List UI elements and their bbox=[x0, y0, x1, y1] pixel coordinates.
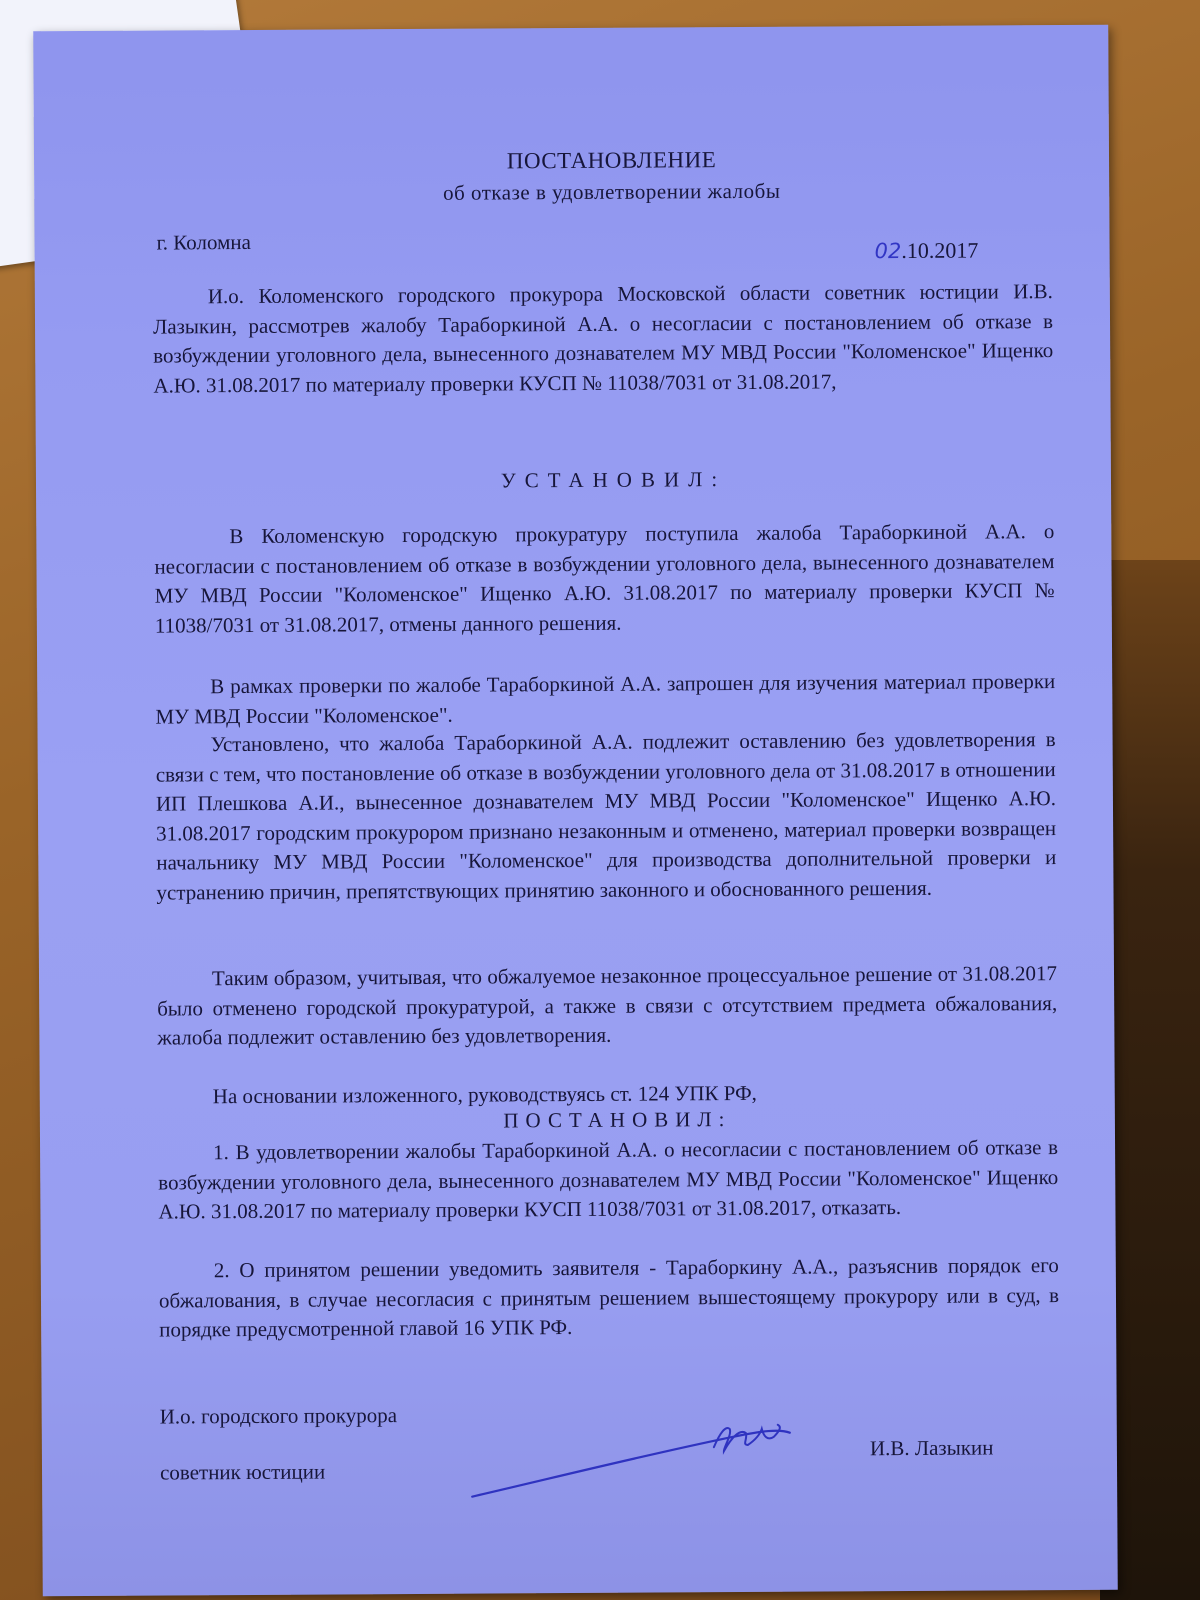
paragraph: Таким образом, учитывая, что обжалуемое незаконное процессуальное решение от 31.08.2017 было отменено городской прокуратурой, а также в связи с отсутствием предмета обжалования, жалоба подлежит оставлению без удовлетворения. bbox=[157, 961, 1058, 1050]
paragraph: В рамках проверки по жалобе Тараборкиной А.А. запрошен для изучения материал проверки МУ МВД России "Коломенское". bbox=[155, 669, 1056, 729]
resolution-item: 2. О принятом решении уведомить заявителя - Тараборкину А.А., разъяснив порядок его обжалования, в случае несогласия с принятым решением вышестоящему прокурору или в суд, в порядке предусмотренной главой 16 УПК РФ. bbox=[158, 1253, 1060, 1342]
document-page bbox=[33, 25, 1118, 1597]
date-handwritten-day: 02 bbox=[874, 238, 902, 264]
document-city: г. Коломна bbox=[156, 229, 251, 255]
signatory-position: И.о. городского прокурора bbox=[159, 1403, 398, 1429]
paragraph: Установлено, что жалоба Тараборкиной А.А. подлежит оставлению без удовлетворения в связи с тем, что постановление об отказе в возбуждении уголовного дела от 31.08.2017 в отношении ИП Плешкова А.И., вынесенное дознавателем МУ МВД России "Коломенское" Ищенко А.Ю. 31.08.2017 городским прокурором признано незаконным и отменено, материал проверки возвращен начальнику МУ МВД России "Коломенское" для производства дополнительной проверки и устранению причин, препятствующих принятию законного и обоснованного решения. bbox=[155, 727, 1057, 905]
document-subtitle: об отказе в удовлетворении жалобы bbox=[442, 178, 781, 205]
signatory-rank: советник юстиции bbox=[159, 1459, 326, 1485]
heading-resolved: ПОСТАНОВИЛ: bbox=[503, 1107, 732, 1133]
paragraph-legal-basis: На основании изложенного, руководствуясь ст. 124 УПК РФ, bbox=[212, 1080, 757, 1109]
document-title: ПОСТАНОВЛЕНИЕ bbox=[506, 147, 717, 174]
handwritten-signature bbox=[462, 1407, 823, 1509]
heading-established: УСТАНОВИЛ: bbox=[500, 467, 727, 493]
signatory-name: И.В. Лазыкин bbox=[869, 1435, 994, 1461]
date-printed: .10.2017 bbox=[901, 237, 979, 263]
paragraph: В Коломенскую городскую прокуратуру поступила жалоба Тараборкиной А.А. о несогласии с постановлением об отказе в возбуждении уголовного дела, вынесенного дознавателем МУ МВД России "Коломенское" Ищенко А.Ю. 31.08.2017 по материалу проверки КУСП № 11038/7031 от 31.08.2017, отмены данного решения. bbox=[154, 519, 1055, 638]
intro-paragraph: И.о. Коломенского городского прокурора Московской области советник юстиции И.В. Лазыкин, рассмотрев жалобу Тараборкиной А.А. о несогласии с постановлением об отказе в возбуждении уголовного дела, вынесенного дознавателем МУ МВД России "Коломенское" Ищенко А.Ю. 31.08.2017 по материалу проверки КУСП № 11038/7031 от 31.08.2017, bbox=[152, 279, 1054, 398]
document-date bbox=[875, 238, 979, 265]
resolution-item: 1. В удовлетворении жалобы Тараборкиной А.А. о несогласии с постановлением об отказе в возбуждении уголовного дела, вынесенного дознавателем МУ МВД России "Коломенское" Ищенко А.Ю. 31.08.2017 по материалу проверки КУСП 11038/7031 от 31.08.2017, отказать. bbox=[158, 1135, 1059, 1224]
